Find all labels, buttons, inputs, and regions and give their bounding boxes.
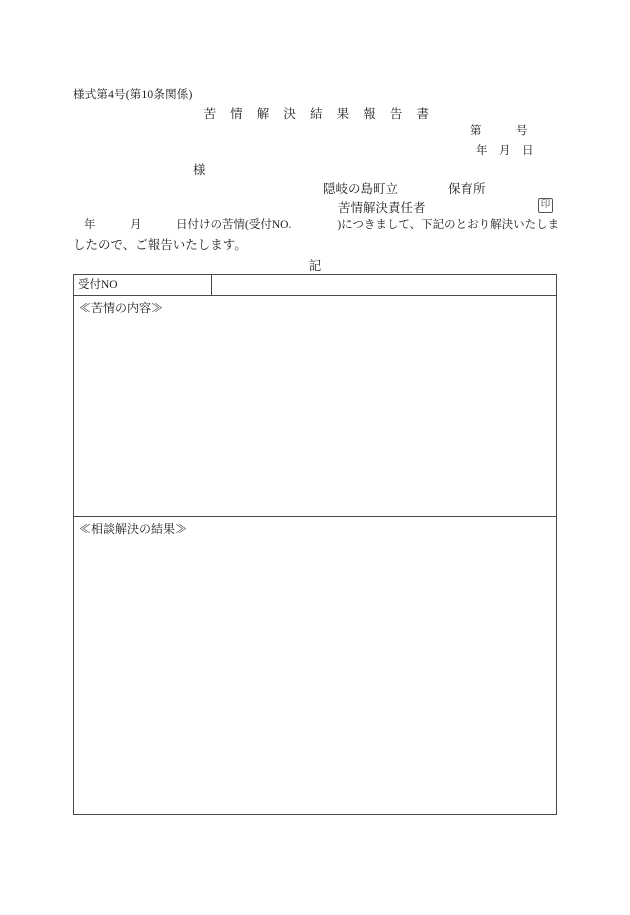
receipt-no-label: 受付NO [74,275,212,295]
addressee-label: 様 [193,163,206,177]
section-resolution-result[interactable] [74,517,556,814]
body-text-line-1-part2: )につきまして、下記のとおり解決いたしま [337,219,560,231]
table-row-receipt [74,275,556,296]
form-number: 様式第4号(第10条関係) [73,89,193,101]
section-complaint-title: ≪苦情の内容≫ [79,301,164,315]
document-title: 苦 情 解 決 結 果 報 告 書 [203,107,435,121]
body-text-line-1-part1: 年 月 日付けの苦情(受付NO. [84,219,292,231]
body-text-line-2: したので、ご報告いたします。 [73,238,247,252]
section-resolution-title: ≪相談解決の結果≫ [79,522,188,536]
organization-line: 隠岐の島町立 保育所 [323,182,486,196]
ki-marker: 記 [308,259,322,273]
responsible-person-role: 苦情解決責任者 [338,201,426,215]
issue-number-line: 第 号 [470,125,528,137]
section-complaint-content[interactable] [74,296,556,517]
receipt-no-value[interactable] [212,275,556,295]
body-text-line-1 [84,216,559,232]
issue-date-line: 年 月 日 [476,145,534,157]
seal-icon: 印 [538,198,553,213]
report-table [73,274,557,815]
